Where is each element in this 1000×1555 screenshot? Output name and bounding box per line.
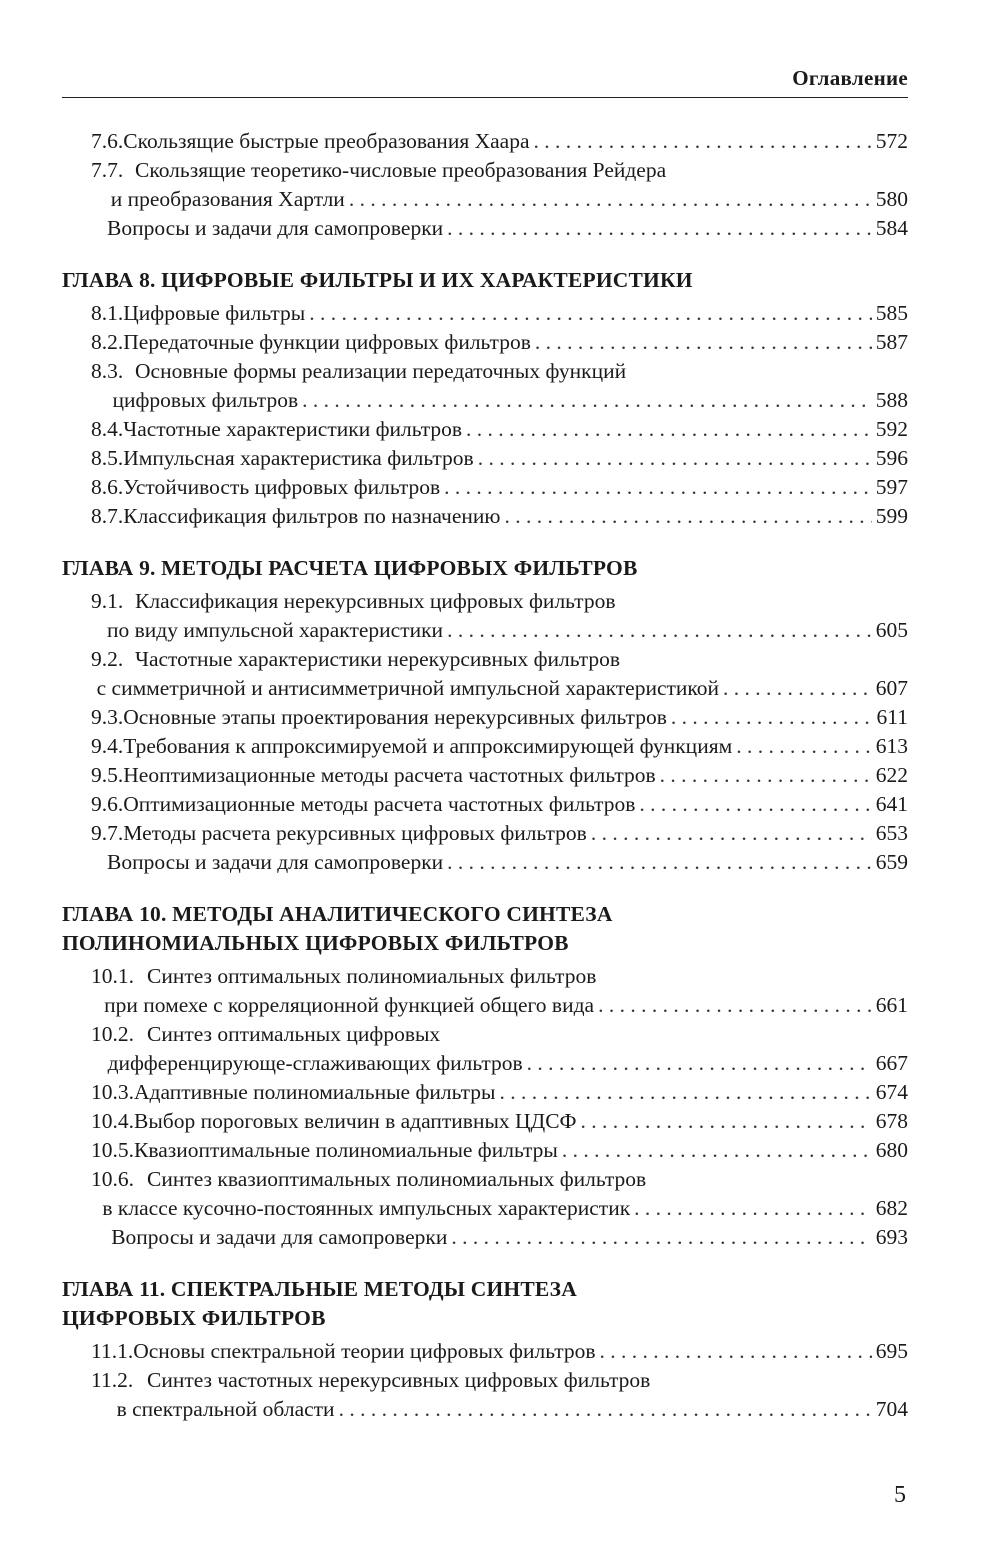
entry-title: Частотные характеристики фильтров [123, 417, 463, 441]
entry-number: 9.6. [91, 792, 124, 816]
toc-entry-line [91, 790, 908, 819]
toc-entry [62, 848, 908, 877]
chapter-heading [62, 266, 908, 295]
entry-number: 9.4. [91, 734, 124, 758]
toc-entry-line [91, 328, 908, 357]
entry-title: Цифровые фильтры [123, 301, 306, 325]
entry-number: 10.2. [91, 1022, 134, 1046]
entry-title: Синтез оптимальных цифровых [147, 1022, 441, 1046]
entry-page: 605 [875, 618, 908, 642]
chapter-heading-line: ГЛАВА 9. МЕТОДЫ РАСЧЕТА ЦИФРОВЫХ ФИЛЬТРОВ [62, 556, 638, 580]
entry-number: 11.1. [91, 1339, 134, 1363]
entry-number: 7.6. [91, 129, 124, 153]
toc-entry [62, 962, 908, 1020]
entry-title: Основные этапы проектирования нерекурсивных фильтров [123, 705, 667, 729]
entry-title: Оптимизационные методы расчета частотных фильтров [123, 792, 636, 816]
entry-title: Скользящие быстрые преобразования Хаара [123, 129, 530, 153]
toc-entry-line [91, 703, 908, 732]
page-number: 5 [894, 1482, 906, 1508]
dot-leader [451, 1223, 871, 1252]
table-of-contents [62, 127, 908, 1424]
entry-page: 693 [875, 1225, 908, 1249]
entry-page: 653 [875, 821, 908, 845]
toc-entry-line [91, 1020, 908, 1049]
entry-number: 8.1. [91, 301, 124, 325]
entry-page: 682 [875, 1196, 908, 1220]
toc-entry [62, 761, 908, 790]
dot-leader [309, 299, 872, 328]
entry-page: 680 [875, 1138, 908, 1162]
chapter-heading [62, 554, 908, 583]
entry-number: 8.5. [91, 446, 124, 470]
toc-entry-line [91, 848, 908, 877]
toc-entry [62, 1165, 908, 1223]
entry-title: Основные формы реализации передаточных функций [135, 359, 627, 383]
dot-leader [349, 185, 872, 214]
dot-leader [478, 444, 872, 473]
entry-number: 9.7. [91, 821, 124, 845]
entry-title: в классе кусочно-постоянных импульсных характеристик [102, 1196, 631, 1220]
dot-leader [339, 1395, 872, 1424]
entry-number: 10.3. [91, 1080, 134, 1104]
entry-title: Синтез частотных нерекурсивных цифровых фильтров [147, 1368, 651, 1392]
toc-entry [62, 819, 908, 848]
entry-number: 10.1. [91, 964, 134, 988]
entry-title: Требования к аппроксимируемой и аппроксимирующей функциям [123, 734, 733, 758]
toc-entry-line [91, 732, 908, 761]
entry-page: 592 [875, 417, 908, 441]
entry-title: Классификация нерекурсивных цифровых фильтров [135, 589, 616, 613]
toc-entry-line [91, 645, 908, 674]
dot-leader [447, 848, 872, 877]
entry-page: 587 [875, 330, 908, 354]
toc-entry-line [91, 962, 908, 991]
entry-number: 9.2. [91, 647, 124, 671]
toc-entry [62, 357, 908, 415]
entry-page: 580 [875, 187, 908, 211]
toc-entry [62, 502, 908, 531]
toc-entry-line [91, 1078, 908, 1107]
entry-page: 599 [875, 504, 908, 528]
entry-number: 8.7. [91, 504, 124, 528]
entry-title: в спектральной области [116, 1397, 335, 1421]
toc-entry-line [91, 1337, 908, 1366]
toc-entry [62, 1107, 908, 1136]
toc-entry-line [91, 1107, 908, 1136]
dot-leader [671, 703, 873, 732]
chapter-heading-line: ГЛАВА 8. ЦИФРОВЫЕ ФИЛЬТРЫ И ИХ ХАРАКТЕРИСТИКИ [62, 268, 693, 292]
entry-page: 596 [875, 446, 908, 470]
entry-title: Неоптимизационные методы расчета частотных фильтров [123, 763, 656, 787]
toc-entry-line [91, 674, 908, 703]
dot-leader [639, 790, 871, 819]
entry-number: 10.6. [91, 1167, 134, 1191]
entry-page: 584 [875, 216, 908, 240]
toc-entry-line [91, 616, 908, 645]
entry-title: Выбор пороговых величин в адаптивных ЦДСФ [134, 1109, 577, 1133]
chapter-heading [62, 1275, 908, 1333]
entry-title: Основы спектральной теории цифровых фильтров [133, 1339, 596, 1363]
entry-number: 10.5. [91, 1138, 134, 1162]
entry-title: по виду импульсной характеристики [107, 618, 444, 642]
entry-title: с симметричной и антисимметричной импульсной характеристикой [96, 676, 720, 700]
entry-title: цифровых фильтров [112, 388, 299, 412]
entry-page: 678 [875, 1109, 908, 1133]
header-rule [62, 97, 908, 98]
dot-leader [562, 1136, 872, 1165]
chapter-heading-line: ГЛАВА 11. СПЕКТРАЛЬНЫЕ МЕТОДЫ СИНТЕЗА [62, 1277, 577, 1301]
running-head: Оглавление [792, 66, 908, 90]
entry-number: 8.6. [91, 475, 124, 499]
entry-title: дифференцирующе-сглаживающих фильтров [107, 1051, 523, 1075]
toc-entry [62, 214, 908, 243]
toc-entry-line [91, 819, 908, 848]
toc-entry [62, 473, 908, 502]
toc-entry-line [91, 156, 908, 185]
entry-title: Вопросы и задачи для самопроверки [111, 1225, 448, 1249]
entry-page: 667 [875, 1051, 908, 1075]
entry-title: Скользящие теоретико-числовые преобразования Рейдера [135, 158, 667, 182]
entry-title: Передаточные функции цифровых фильтров [123, 330, 531, 354]
toc-entry [62, 299, 908, 328]
toc-entry [62, 328, 908, 357]
toc-entry-line [91, 386, 908, 415]
entry-title: Вопросы и задачи для самопроверки [107, 850, 444, 874]
toc-entry-line [91, 1165, 908, 1194]
entry-number: 8.4. [91, 417, 124, 441]
toc-entry-line [91, 587, 908, 616]
dot-leader [660, 761, 872, 790]
toc-entry [62, 156, 908, 214]
entry-page: 695 [875, 1339, 908, 1363]
entry-number: 7.7. [91, 158, 124, 182]
entry-page: 572 [875, 129, 908, 153]
chapter-heading [62, 900, 908, 958]
toc-entry [62, 790, 908, 819]
dot-leader [447, 214, 872, 243]
dot-leader [527, 1049, 872, 1078]
toc-entry [62, 444, 908, 473]
entry-number: 9.3. [91, 705, 124, 729]
entry-page: 597 [875, 475, 908, 499]
toc-entry-line [91, 444, 908, 473]
toc-entry-line [91, 502, 908, 531]
entry-number: 8.3. [91, 359, 124, 383]
entry-title: Вопросы и задачи для самопроверки [107, 216, 444, 240]
dot-leader [591, 819, 872, 848]
toc-entry-line [91, 1395, 908, 1424]
dot-leader [600, 1337, 872, 1366]
dot-leader [302, 386, 872, 415]
toc-entry [62, 1366, 908, 1424]
toc-entry-line [91, 1136, 908, 1165]
toc-entry-line [91, 761, 908, 790]
entry-page: 607 [875, 676, 908, 700]
dot-leader [723, 674, 872, 703]
dot-leader [499, 1078, 871, 1107]
entry-number: 11.2. [91, 1368, 134, 1392]
toc-entry [62, 1078, 908, 1107]
toc-entry-line [91, 415, 908, 444]
toc-entry-line [91, 1366, 908, 1395]
dot-leader [634, 1194, 872, 1223]
toc-entry [62, 1136, 908, 1165]
dot-leader [504, 502, 871, 531]
toc-entry [62, 732, 908, 761]
entry-page: 674 [875, 1080, 908, 1104]
toc-entry [62, 127, 908, 156]
toc-entry [62, 1337, 908, 1366]
dot-leader [534, 127, 872, 156]
entry-title: Импульсная характеристика фильтров [123, 446, 474, 470]
toc-entry-line [91, 214, 908, 243]
toc-entry [62, 645, 908, 703]
entry-title: Методы расчета рекурсивных цифровых фильтров [123, 821, 587, 845]
dot-leader [598, 991, 872, 1020]
entry-page: 661 [875, 993, 908, 1017]
entry-page: 704 [875, 1397, 908, 1421]
entry-number: 10.4. [91, 1109, 134, 1133]
entry-title: Адаптивные полиномиальные фильтры [134, 1080, 496, 1104]
entry-title: Частотные характеристики нерекурсивных фильтров [135, 647, 621, 671]
dot-leader [736, 732, 872, 761]
toc-entry [62, 1223, 908, 1252]
entry-title: Синтез оптимальных полиномиальных фильтров [147, 964, 597, 988]
entry-page: 588 [875, 388, 908, 412]
entry-page: 659 [875, 850, 908, 874]
toc-entry-line [91, 991, 908, 1020]
toc-entry-line [91, 1223, 908, 1252]
entry-title: Классификация фильтров по назначению [123, 504, 501, 528]
toc-entry-line [91, 185, 908, 214]
dot-leader [444, 473, 872, 502]
entry-page: 622 [875, 763, 908, 787]
chapter-heading-line: ГЛАВА 10. МЕТОДЫ АНАЛИТИЧЕСКОГО СИНТЕЗА [62, 902, 613, 926]
chapter-heading-line: ПОЛИНОМИАЛЬНЫХ ЦИФРОВЫХ ФИЛЬТРОВ [62, 931, 569, 955]
entry-number: 9.5. [91, 763, 124, 787]
entry-title: и преобразования Хартли [110, 187, 345, 211]
entry-title: Устойчивость цифровых фильтров [123, 475, 441, 499]
entry-page: 613 [875, 734, 908, 758]
entry-title: Квазиоптимальные полиномиальные фильтры [134, 1138, 558, 1162]
toc-entry [62, 415, 908, 444]
toc-entry [62, 703, 908, 732]
toc-entry-line [91, 127, 908, 156]
entry-page: 611 [876, 705, 908, 729]
toc-entry-line [91, 299, 908, 328]
toc-entry-line [91, 473, 908, 502]
toc-entry [62, 587, 908, 645]
entry-number: 8.2. [91, 330, 124, 354]
entry-number: 9.1. [91, 589, 124, 613]
entry-title: при помехе с корреляционной функцией общего вида [104, 993, 595, 1017]
toc-entry-line [91, 1194, 908, 1223]
toc-entry-line [91, 1049, 908, 1078]
entry-page: 585 [875, 301, 908, 325]
toc-entry [62, 1020, 908, 1078]
chapter-heading-line: ЦИФРОВЫХ ФИЛЬТРОВ [62, 1306, 326, 1330]
dot-leader [447, 616, 872, 645]
dot-leader [535, 328, 872, 357]
entry-page: 641 [875, 792, 908, 816]
dot-leader [466, 415, 872, 444]
dot-leader [581, 1107, 872, 1136]
entry-title: Синтез квазиоптимальных полиномиальных фильтров [147, 1167, 647, 1191]
toc-entry-line [91, 357, 908, 386]
